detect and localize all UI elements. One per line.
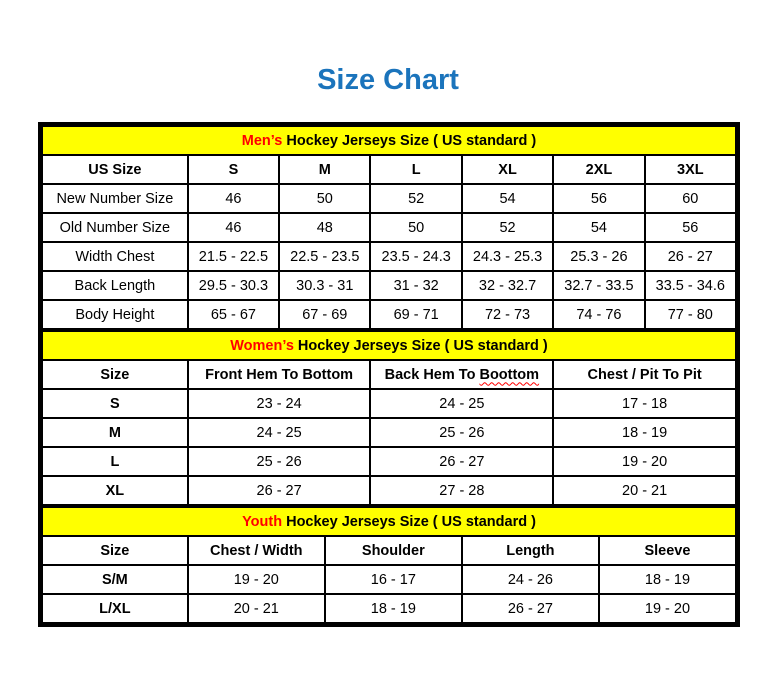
womens-data-cell: 17 - 18 bbox=[553, 389, 736, 418]
mens-data-cell: 25.3 - 26 bbox=[553, 242, 644, 271]
mens-table-row bbox=[42, 184, 736, 213]
womens-column-header: Size bbox=[42, 360, 188, 389]
womens-data-cell: 27 - 28 bbox=[370, 476, 553, 505]
mens-data-cell: 50 bbox=[370, 213, 461, 242]
womens-data-cell: 24 - 25 bbox=[188, 418, 371, 447]
womens-row-label: M bbox=[42, 418, 188, 447]
mens-column-header: M bbox=[279, 155, 370, 184]
mens-data-cell: 65 - 67 bbox=[188, 300, 279, 329]
mens-column-header: US Size bbox=[42, 155, 188, 184]
womens-data-cell: 26 - 27 bbox=[188, 476, 371, 505]
mens-data-cell: 67 - 69 bbox=[279, 300, 370, 329]
youth-column-header: Length bbox=[462, 536, 599, 565]
mens-size-table bbox=[41, 125, 737, 330]
womens-table-row bbox=[42, 389, 736, 418]
youth-data-cell: 18 - 19 bbox=[325, 594, 462, 623]
womens-column-header bbox=[370, 360, 553, 389]
youth-section-header bbox=[42, 507, 736, 536]
youth-data-cell: 19 - 20 bbox=[599, 594, 736, 623]
womens-data-cell: 26 - 27 bbox=[370, 447, 553, 476]
youth-row-label: S/M bbox=[42, 565, 188, 594]
mens-data-cell: 26 - 27 bbox=[645, 242, 736, 271]
youth-row-label: L/XL bbox=[42, 594, 188, 623]
womens-column-header: Chest / Pit To Pit bbox=[553, 360, 736, 389]
mens-data-cell: 56 bbox=[553, 184, 644, 213]
mens-data-cell: 46 bbox=[188, 184, 279, 213]
womens-row-label: L bbox=[42, 447, 188, 476]
mens-row-label: Width Chest bbox=[42, 242, 188, 271]
mens-data-cell: 31 - 32 bbox=[370, 271, 461, 300]
youth-column-header: Sleeve bbox=[599, 536, 736, 565]
mens-data-cell: 54 bbox=[462, 184, 553, 213]
womens-section-accent-label: Women’s bbox=[230, 337, 294, 354]
mens-section-header bbox=[42, 126, 736, 155]
mens-data-cell: 24.3 - 25.3 bbox=[462, 242, 553, 271]
mens-data-cell: 22.5 - 23.5 bbox=[279, 242, 370, 271]
mens-data-cell: 23.5 - 24.3 bbox=[370, 242, 461, 271]
womens-data-cell: 19 - 20 bbox=[553, 447, 736, 476]
womens-table-row bbox=[42, 447, 736, 476]
youth-section-title-label: Hockey Jerseys Size ( US standard ) bbox=[282, 513, 536, 530]
mens-section-accent-label: Men’s bbox=[241, 132, 283, 149]
womens-section-title-label: Hockey Jerseys Size ( US standard ) bbox=[293, 337, 548, 354]
mens-data-cell: 60 bbox=[645, 184, 736, 213]
mens-data-cell: 50 bbox=[279, 184, 370, 213]
youth-section-accent-label: Youth bbox=[242, 513, 283, 530]
womens-data-cell: 25 - 26 bbox=[188, 447, 371, 476]
youth-data-cell: 20 - 21 bbox=[188, 594, 325, 623]
mens-data-cell: 56 bbox=[645, 213, 736, 242]
mens-table-row bbox=[42, 300, 736, 329]
youth-column-header: Size bbox=[42, 536, 188, 565]
mens-table-row bbox=[42, 271, 736, 300]
womens-table-row bbox=[42, 418, 736, 447]
mens-data-cell: 48 bbox=[279, 213, 370, 242]
womens-data-cell: 25 - 26 bbox=[370, 418, 553, 447]
mens-data-cell: 54 bbox=[553, 213, 644, 242]
womens-data-cell: 23 - 24 bbox=[188, 389, 371, 418]
mens-table-row bbox=[42, 213, 736, 242]
mens-data-cell: 52 bbox=[462, 213, 553, 242]
womens-column-header: Front Hem To Bottom bbox=[188, 360, 371, 389]
womens-section-header bbox=[42, 331, 736, 360]
mens-table-row bbox=[42, 242, 736, 271]
spellcheck-squiggle-word: Boottom bbox=[479, 366, 540, 383]
mens-row-label: New Number Size bbox=[42, 184, 188, 213]
mens-row-label: Body Height bbox=[42, 300, 188, 329]
youth-data-cell: 26 - 27 bbox=[462, 594, 599, 623]
mens-row-label: Back Length bbox=[42, 271, 188, 300]
youth-data-cell: 18 - 19 bbox=[599, 565, 736, 594]
womens-size-table bbox=[41, 330, 737, 506]
mens-data-cell: 33.5 - 34.6 bbox=[645, 271, 736, 300]
mens-column-header: 3XL bbox=[645, 155, 736, 184]
youth-data-cell: 24 - 26 bbox=[462, 565, 599, 594]
mens-data-cell: 52 bbox=[370, 184, 461, 213]
youth-size-table bbox=[41, 506, 737, 624]
mens-data-cell: 32 - 32.7 bbox=[462, 271, 553, 300]
mens-data-cell: 74 - 76 bbox=[553, 300, 644, 329]
mens-data-cell: 21.5 - 22.5 bbox=[188, 242, 279, 271]
mens-column-header: XL bbox=[462, 155, 553, 184]
mens-column-header: 2XL bbox=[553, 155, 644, 184]
size-chart-tables bbox=[38, 122, 740, 627]
mens-data-cell: 77 - 80 bbox=[645, 300, 736, 329]
mens-data-cell: 69 - 71 bbox=[370, 300, 461, 329]
page-title: Size Chart bbox=[317, 64, 459, 96]
mens-column-header: S bbox=[188, 155, 279, 184]
header-text: Back Hem To bbox=[384, 366, 480, 383]
youth-table-row bbox=[42, 565, 736, 594]
womens-data-cell: 20 - 21 bbox=[553, 476, 736, 505]
mens-section-title-label: Hockey Jerseys Size ( US standard ) bbox=[282, 132, 537, 149]
womens-table-row bbox=[42, 476, 736, 505]
womens-data-cell: 24 - 25 bbox=[370, 389, 553, 418]
youth-column-header: Shoulder bbox=[325, 536, 462, 565]
mens-data-cell: 32.7 - 33.5 bbox=[553, 271, 644, 300]
youth-column-header: Chest / Width bbox=[188, 536, 325, 565]
mens-column-header: L bbox=[370, 155, 461, 184]
mens-data-cell: 46 bbox=[188, 213, 279, 242]
mens-data-cell: 30.3 - 31 bbox=[279, 271, 370, 300]
womens-row-label: S bbox=[42, 389, 188, 418]
womens-data-cell: 18 - 19 bbox=[553, 418, 736, 447]
youth-table-row bbox=[42, 594, 736, 623]
mens-data-cell: 29.5 - 30.3 bbox=[188, 271, 279, 300]
womens-row-label: XL bbox=[42, 476, 188, 505]
mens-data-cell: 72 - 73 bbox=[462, 300, 553, 329]
youth-data-cell: 19 - 20 bbox=[188, 565, 325, 594]
youth-data-cell: 16 - 17 bbox=[325, 565, 462, 594]
mens-row-label: Old Number Size bbox=[42, 213, 188, 242]
